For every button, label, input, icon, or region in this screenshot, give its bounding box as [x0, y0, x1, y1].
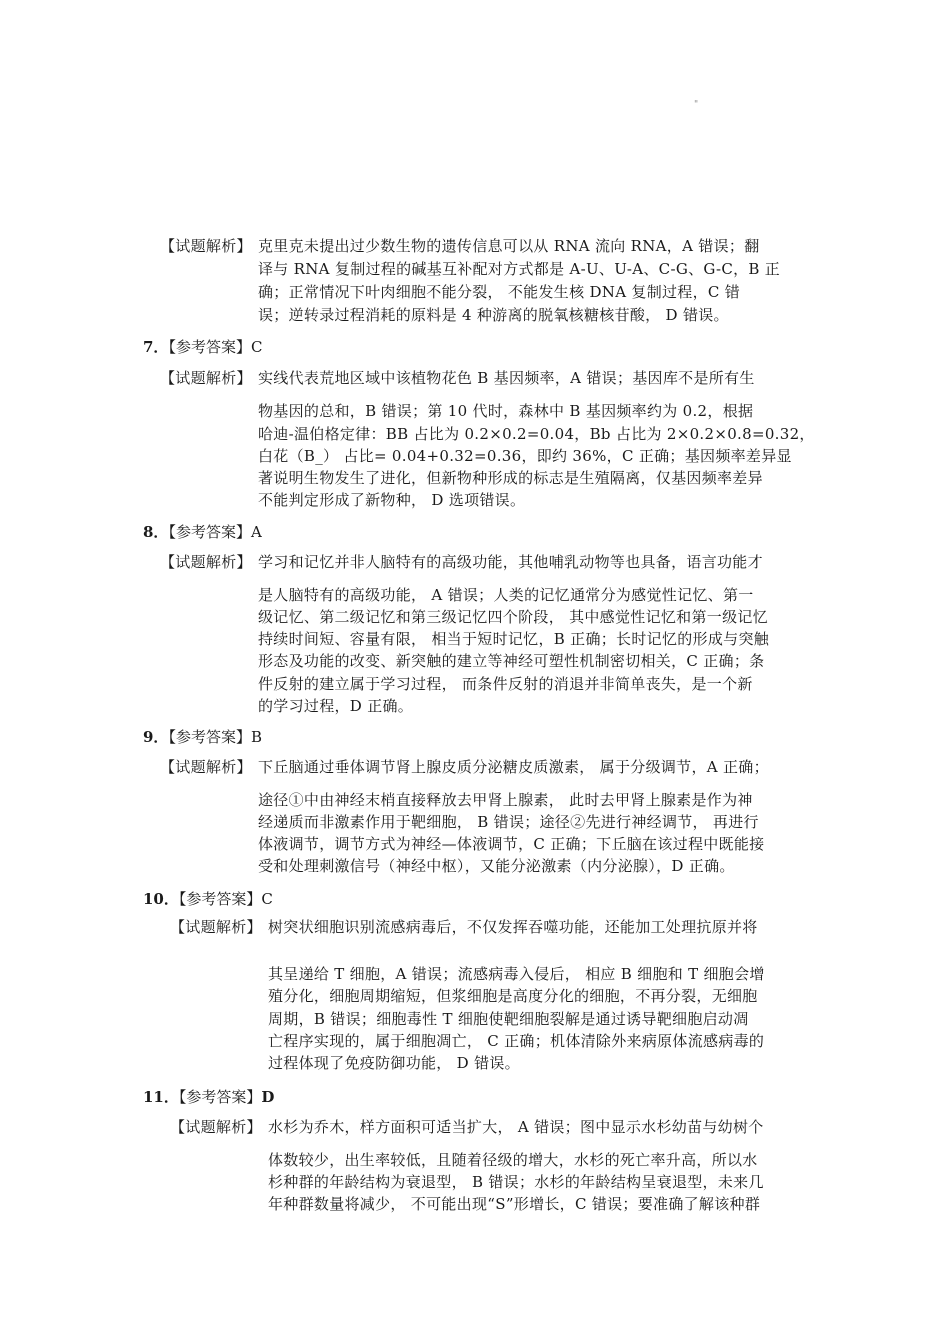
q8-line-5: 件反射的建立属于学习过程， 而条件反射的消退并非简单丧失，是一个新	[258, 675, 753, 693]
q6-line-4: 误；逆转录过程消耗的原料是 4 种游离的脱氧核糖核苷酸， D 错误。	[258, 306, 729, 324]
q7-line-3: 白花（B_） 占比= 0.04+0.32=0.36，即约 36%，C 正确；基因频率差异显	[258, 447, 792, 465]
q7-line-5: 不能判定形成了新物种， D 选项错误。	[258, 491, 526, 509]
q9-line-1: 途径①中由神经末梢直接释放去甲肾上腺素， 此时去甲肾上腺素是作为神	[258, 791, 753, 809]
q6-line-1: 克里克未提出过少数生物的遗传信息可以从 RNA 流向 RNA，A 错误；翻	[258, 237, 760, 255]
q11-answer-row	[143, 1087, 274, 1107]
q8-line-1: 是人脑特有的高级功能， A 错误；人类的记忆通常分为感觉性记忆、第一	[258, 586, 754, 604]
q7-line-4: 著说明生物发生了进化，但新物种形成的标志是生殖隔离，仅基因频率差异	[258, 469, 763, 487]
q7-first-line: 实线代表荒地区域中该植物花色 B 基因频率，A 错误；基因库不是所有生	[258, 369, 755, 387]
q7-line-1: 物基因的总和，B 错误；第 10 代时，森林中 B 基因频率约为 0.2，根据	[258, 402, 754, 420]
q10-line-5: 过程体现了免疫防御功能， D 错误。	[268, 1054, 520, 1072]
q10-answer-label: 【参考答案】	[178, 890, 262, 908]
q7-line-2: 哈迪-温伯格定律：BB 占比为 0.2×0.2=0.04，Bb 占比为 2×0.2×0.8=0.32，	[258, 425, 815, 443]
q8-answer-label: 【参考答案】	[168, 523, 251, 541]
q8-number: 8．	[143, 523, 169, 541]
q10-answer: C	[261, 890, 273, 908]
q9-first-line: 下丘脑通过垂体调节肾上腺皮质分泌糖皮质激素， 属于分级调节，A 正确；	[258, 758, 769, 776]
q11-number: 11．	[143, 1088, 179, 1106]
q10-line-4: 亡程序实现的，属于细胞凋亡， C 正确；机体清除外来病原体流感病毒的	[268, 1032, 765, 1050]
q11-first-line: 水杉为乔木，样方面积可适当扩大， A 错误；图中显示水杉幼苗与幼树个	[268, 1118, 764, 1136]
q10-answer-row	[143, 889, 273, 909]
q8-line-3: 持续时间短、容量有限， 相当于短时记忆，B 正确；长时记忆的形成与突触	[258, 630, 770, 648]
q8-line-2: 级记忆、第二级记忆和第三级记忆四个阶段， 其中感觉性记忆和第一级记忆	[258, 608, 768, 626]
q7-answer: C	[250, 338, 263, 356]
q10-analysis-label: 【试题解析】	[170, 918, 262, 936]
q11-answer: D	[261, 1088, 275, 1106]
q8-answer: A	[250, 523, 262, 541]
q11-line-2: 杉种群的年龄结构为衰退型， B 错误；水杉的年龄结构呈衰退型，未来几	[268, 1173, 764, 1191]
q11-answer-label: 【参考答案】	[178, 1088, 262, 1106]
q8-line-4: 形态及功能的改变、新突触的建立等神经可塑性机制密切相关，C 正确；条	[258, 652, 765, 670]
q9-analysis-label: 【试题解析】	[160, 758, 252, 776]
q9-line-4: 受和处理刺激信号（神经中枢），又能分泌激素（内分泌腺），D 正确。	[258, 857, 735, 875]
q6-line-2: 译与 RNA 复制过程的碱基互补配对方式都是 A-U、U-A、C-G、G-C，B 正	[258, 260, 781, 278]
q9-answer-label: 【参考答案】	[168, 728, 251, 746]
q11-analysis-label: 【试题解析】	[170, 1118, 262, 1136]
q9-number: 9．	[143, 728, 169, 746]
q8-first-line: 学习和记忆并非人脑特有的高级功能，其他哺乳动物等也具备，语言功能才	[258, 553, 763, 571]
q6-line-3: 确；正常情况下叶肉细胞不能分裂， 不能发生核 DNA 复制过程，C 错	[258, 283, 741, 301]
q8-line-6: 的学习过程，D 正确。	[258, 697, 414, 715]
q6-analysis-label: 【试题解析】	[160, 237, 252, 255]
q7-answer-row	[143, 337, 262, 357]
q10-line-2: 殖分化，细胞周期缩短，但浆细胞是高度分化的细胞，不再分裂，无细胞	[268, 987, 758, 1005]
q8-analysis-label: 【试题解析】	[160, 553, 252, 571]
q11-line-3: 年种群数量将减少， 不可能出现“S”形增长，C 错误；要准确了解该种群	[268, 1195, 761, 1213]
q11-line-1: 体数较少，出生率较低，且随着径级的增大，水杉的死亡率升高，所以水	[268, 1151, 758, 1169]
q10-line-1: 其呈递给 T 细胞，A 错误；流感病毒入侵后， 相应 B 细胞和 T 细胞会增	[268, 965, 765, 983]
header-mark: "	[694, 100, 699, 110]
q7-number: 7．	[143, 338, 169, 356]
q10-first-line: 树突状细胞识别流感病毒后，不仅发挥吞噬功能，还能加工处理抗原并将	[268, 918, 758, 936]
q9-answer: B	[250, 728, 262, 746]
q8-answer-row	[143, 522, 262, 542]
q9-answer-row	[143, 727, 262, 747]
q10-number: 10．	[143, 890, 179, 908]
q9-line-2: 经递质而非激素作用于靶细胞， B 错误；途径②先进行神经调节， 再进行	[258, 813, 759, 831]
q7-analysis-label: 【试题解析】	[160, 369, 252, 387]
q10-line-3: 周期，B 错误；细胞毒性 T 细胞使靶细胞裂解是通过诱导靶细胞启动凋	[268, 1010, 749, 1028]
q9-line-3: 体液调节，调节方式为神经—体液调节，C 正确；下丘脑在该过程中既能接	[258, 835, 765, 853]
q7-answer-label: 【参考答案】	[168, 338, 251, 356]
